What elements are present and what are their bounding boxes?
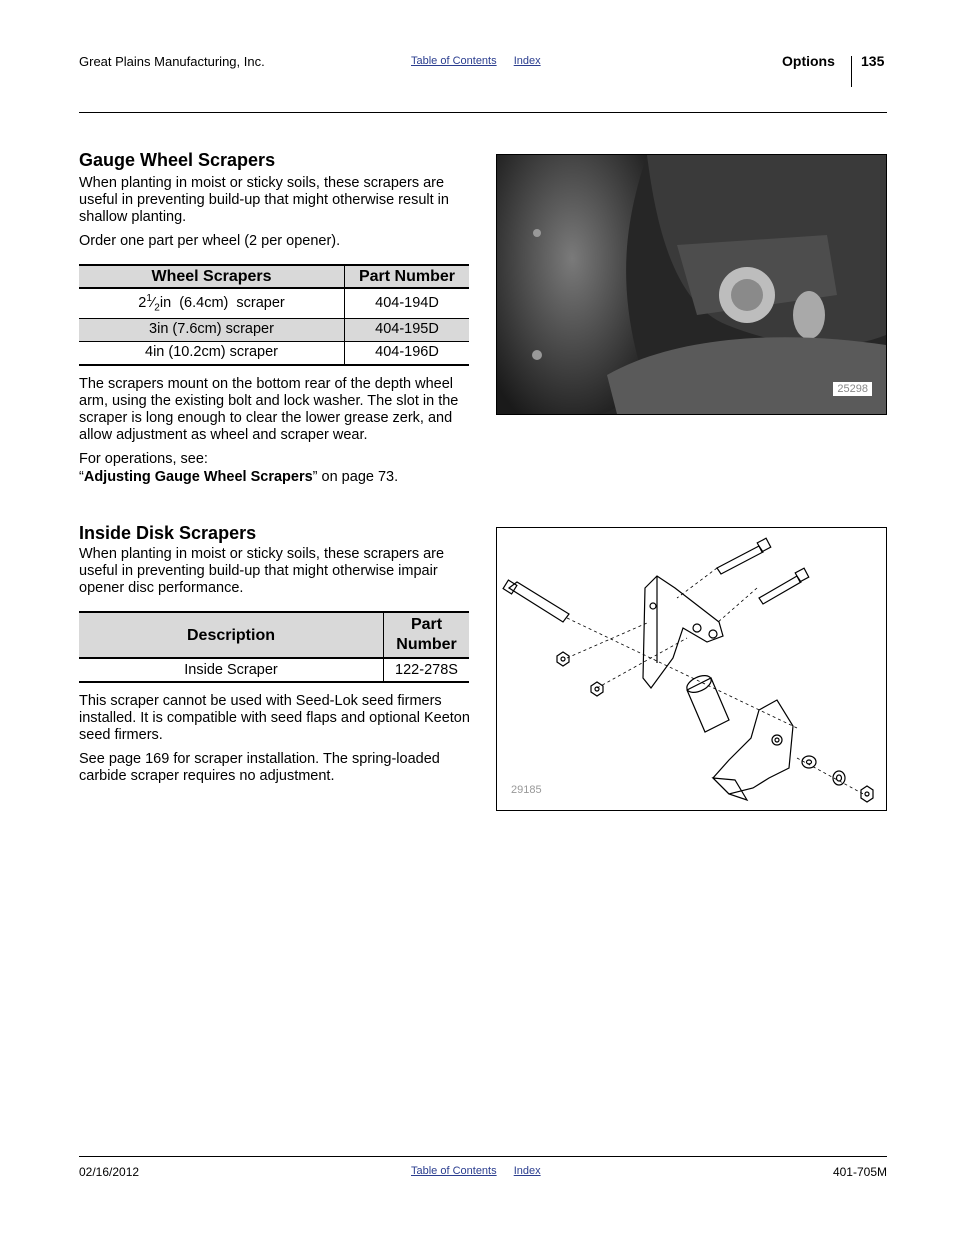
inside-section <box>79 522 471 785</box>
index-link[interactable]: Index <box>513 1165 541 1177</box>
fraction-denominator: 2 <box>154 302 160 314</box>
col-header-part-number: Part Number <box>384 612 470 658</box>
toc-link[interactable]: Table of Contents <box>411 1165 497 1177</box>
ops-reference-title[interactable]: Adjusting Gauge Wheel Scrapers <box>83 468 313 485</box>
cell-part: 404-195D <box>345 318 470 341</box>
cell-part: 122-278S <box>384 658 470 682</box>
inside-install-text: See page 169 for scraper installation. The spring-loaded carbide scraper requires no adjustment. <box>79 751 440 784</box>
page-number: 135 <box>861 53 885 69</box>
photo-illustration <box>497 155 886 414</box>
cell-part: 404-194D <box>345 288 470 318</box>
footer-rule <box>79 1156 887 1157</box>
footer-date: 02/16/2012 <box>79 1165 140 1179</box>
gauge-scraper-photo <box>496 154 887 415</box>
ops-reference <box>79 469 471 486</box>
table-row <box>79 341 469 365</box>
footer-nav <box>411 1165 555 1177</box>
cell-desc: $2^1⁄_2in$ (6.4cm) scraper <box>79 288 345 318</box>
photo-figure-number: 25298 <box>833 382 872 396</box>
company-name: Great Plains Manufacturing, Inc. <box>79 54 265 69</box>
header-divider <box>851 56 852 87</box>
gauge-order: Order one part per wheel (2 per opener). <box>79 233 341 249</box>
col-header-description: Description <box>79 612 384 658</box>
gauge-heading: Gauge Wheel Scrapers <box>79 150 276 170</box>
inside-heading: Inside Disk Scrapers <box>79 523 257 543</box>
inside-scraper-diagram <box>496 527 887 811</box>
gauge-intro: When planting in moist or sticky soils, these scrapers are useful in preventing build-up that might otherwise result in shallow planting. <box>79 175 449 225</box>
index-link[interactable]: Index <box>513 55 541 67</box>
inside-scraper-table <box>79 611 469 683</box>
col-header-part-number: Part Number <box>345 265 470 288</box>
desc-rest: in (6.4cm) scraper <box>159 294 285 311</box>
inside-intro: When planting in moist or sticky soils, these scrapers are useful in preventing build-up that might otherwise impair opener disc performance. <box>79 546 445 596</box>
gauge-mount-text: The scrapers mount on the bottom rear of the depth wheel arm, using the existing bolt and lock washer. The slot in the scraper is long enough to clear the lower grease zerk, and allow adjustment as wheel and scraper wear. <box>79 375 459 443</box>
cell-desc: 4in (10.2cm) scraper <box>79 341 345 365</box>
toc-link[interactable]: Table of Contents <box>411 55 497 67</box>
table-row <box>79 288 469 318</box>
table-row <box>79 658 469 682</box>
exploded-view-illustration <box>497 528 886 810</box>
diagram-figure-number: 29185 <box>511 784 542 796</box>
header-rule <box>79 112 887 113</box>
header-nav <box>411 55 555 67</box>
fraction-numerator: 1 <box>146 293 152 304</box>
section-title: Options <box>782 53 835 69</box>
ops-label: For operations, see: <box>79 450 208 467</box>
cell-desc: 3in (7.6cm) scraper <box>79 318 345 341</box>
gauge-section <box>79 149 471 486</box>
cell-desc: Inside Scraper <box>79 658 384 682</box>
fraction-whole: 2 <box>138 294 147 311</box>
cell-part: 404-196D <box>345 341 470 365</box>
wheel-scraper-table <box>79 264 469 366</box>
ops-reference-page: ” on page 73. <box>312 468 399 485</box>
footer-doc-number: 401-705M <box>832 1165 887 1179</box>
col-header-wheel-scrapers: Wheel Scrapers <box>79 265 345 288</box>
quote-open: “ <box>79 468 84 485</box>
inside-compat-text: This scraper cannot be used with Seed-Lok seed firmers installed. It is compatible with seed flaps and optional Keeton seed firmers. <box>79 693 470 743</box>
table-row <box>79 318 469 341</box>
